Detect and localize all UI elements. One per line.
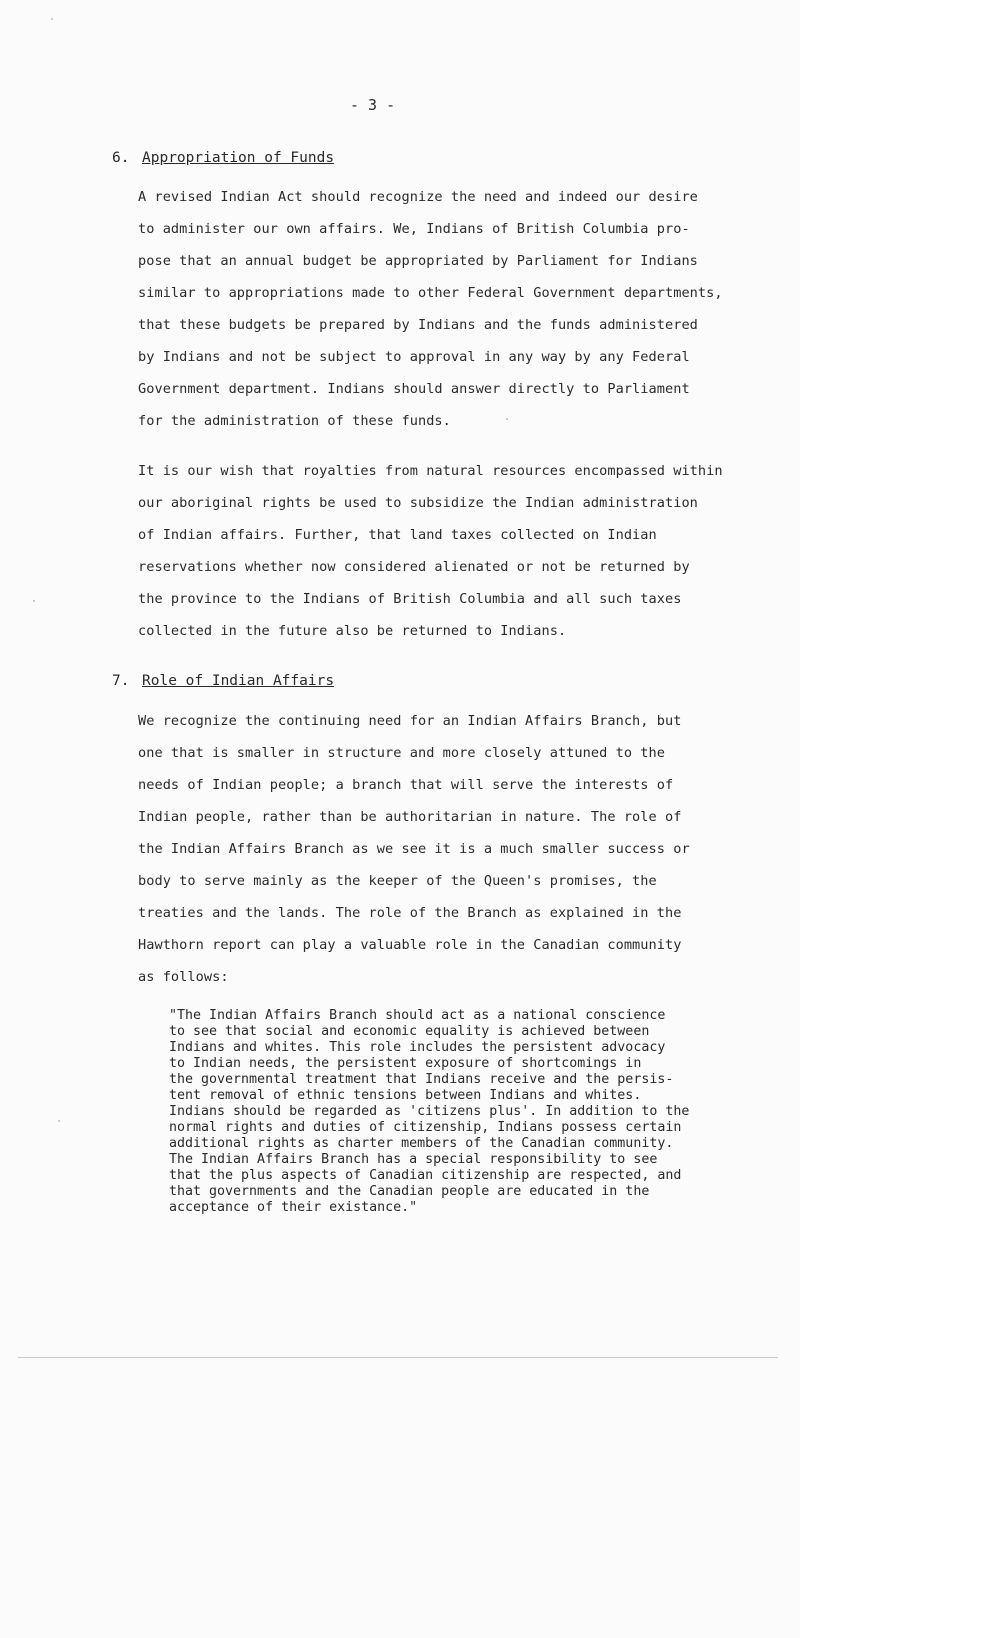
section-6-para-2-line: of Indian affairs. Further, that land taxes collected on Indian: [138, 527, 657, 543]
section-7-para-line: one that is smaller in structure and more closely attuned to the: [138, 745, 665, 761]
section-7-para-line: Hawthorn report can play a valuable role in the Canadian community: [138, 937, 682, 953]
scan-speck: [58, 1120, 60, 1122]
section-6-para-1-line: for the administration of these funds.: [138, 413, 451, 429]
quote-line: tent removal of ethnic tensions between Indians and whites.: [169, 1088, 642, 1103]
section-7-title: Role of Indian Affairs: [142, 673, 335, 689]
section-6-para-1-line: Government department. Indians should answer directly to Parliament: [138, 381, 690, 397]
section-6-title: Appropriation of Funds: [142, 150, 335, 166]
section-6-para-1-line: A revised Indian Act should recognize the need and indeed our desire: [138, 189, 698, 205]
section-7-para-line: the Indian Affairs Branch as we see it is a much smaller success or: [138, 841, 690, 857]
section-7-para-line: treaties and the lands. The role of the Branch as explained in the: [138, 905, 682, 921]
scan-speck: [33, 600, 35, 602]
section-6-para-2-line: the province to the Indians of British Columbia and all such taxes: [138, 591, 682, 607]
section-7-para-line: needs of Indian people; a branch that will serve the interests of: [138, 777, 674, 793]
section-6-para-2-line: It is our wish that royalties from natural resources encompassed within: [138, 463, 723, 479]
section-7-para-line: Indian people, rather than be authoritarian in nature. The role of: [138, 809, 682, 825]
section-7-heading: [112, 673, 334, 689]
quote-line: Indians should be regarded as 'citizens plus'. In addition to the: [169, 1104, 690, 1119]
quote-line: normal rights and duties of citizenship, Indians possess certain: [169, 1120, 682, 1135]
section-6-para-1-line: that these budgets be prepared by Indians and the funds administered: [138, 317, 698, 333]
quote-line: acceptance of their existance.": [169, 1200, 418, 1215]
quote-line: Indians and whites. This role includes the persistent advocacy: [169, 1040, 666, 1055]
section-6-number: 6.: [112, 150, 130, 166]
section-6-para-1-line: to administer our own affairs. We, Indians of British Columbia pro-: [138, 221, 690, 237]
section-7-para-line: as follows:: [138, 969, 229, 985]
quote-line: that the plus aspects of Canadian citizenship are respected, and: [169, 1168, 682, 1183]
quote-line: that governments and the Canadian people are educated in the: [169, 1184, 650, 1199]
quote-line: to Indian needs, the persistent exposure of shortcomings in: [169, 1056, 642, 1071]
quote-line: additional rights as charter members of the Canadian community.: [169, 1136, 674, 1151]
quote-line: The Indian Affairs Branch has a special responsibility to see: [169, 1152, 658, 1167]
section-6-heading: [112, 150, 334, 166]
scan-edge-line: [18, 1357, 778, 1358]
section-6-para-2-line: reservations whether now considered alienated or not be returned by: [138, 559, 690, 575]
quote-line: "The Indian Affairs Branch should act as a national conscience: [169, 1008, 666, 1023]
section-6-para-1-line: pose that an annual budget be appropriated by Parliament for Indians: [138, 253, 698, 269]
section-7-para-line: body to serve mainly as the keeper of the Queen's promises, the: [138, 873, 657, 889]
quote-line: to see that social and economic equality is achieved between: [169, 1024, 650, 1039]
scan-speck: [506, 418, 508, 420]
section-6-para-1-line: similar to appropriations made to other Federal Government departments,: [138, 285, 723, 301]
section-7-number: 7.: [112, 673, 130, 689]
section-6-para-1-line: by Indians and not be subject to approval in any way by any Federal: [138, 349, 690, 365]
section-6-para-2-line: our aboriginal rights be used to subsidize the Indian administration: [138, 495, 698, 511]
section-7-para-line: We recognize the continuing need for an Indian Affairs Branch, but: [138, 713, 682, 729]
scan-speck: [51, 18, 53, 20]
page-number: - 3 -: [350, 96, 396, 114]
quote-line: the governmental treatment that Indians receive and the persis-: [169, 1072, 674, 1087]
section-6-para-2-line: collected in the future also be returned to Indians.: [138, 623, 567, 639]
